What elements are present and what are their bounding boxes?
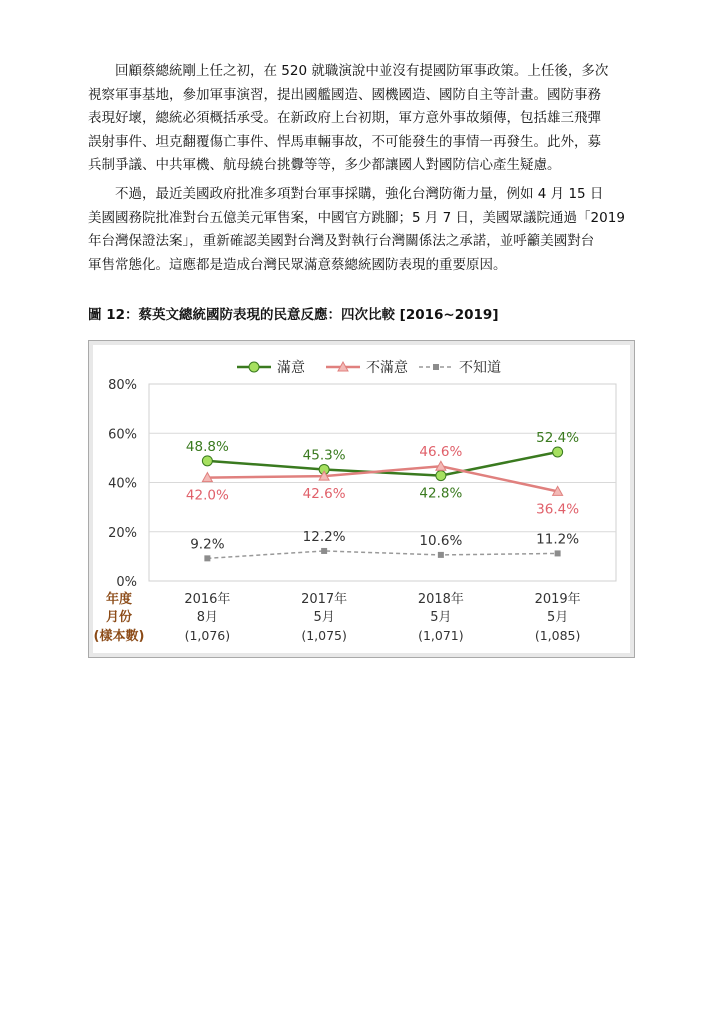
data-label: 42.6% <box>302 486 346 503</box>
y-tick-label: 20% <box>108 525 137 541</box>
data-point <box>555 550 561 556</box>
data-point <box>436 471 446 481</box>
legend-label: 不知道 <box>459 360 501 376</box>
x-tick-sample-size: (1,085) <box>534 628 581 643</box>
x-tick-year: 2018年 <box>417 592 464 607</box>
y-tick-label: 0% <box>116 575 137 590</box>
x-tick-month: 5月 <box>546 610 569 625</box>
data-label: 9.2% <box>190 536 225 553</box>
data-label: 46.6% <box>419 444 463 461</box>
x-row-label: 月份 <box>105 610 133 625</box>
data-label: 42.8% <box>419 485 463 502</box>
x-tick-year: 2019年 <box>534 592 581 607</box>
series-line <box>207 466 557 491</box>
x-tick-month: 5月 <box>430 610 452 625</box>
data-label: 36.4% <box>536 501 580 518</box>
data-point <box>438 552 444 558</box>
legend-label: 滿意 <box>277 360 305 376</box>
y-tick-label: 80% <box>108 378 137 393</box>
data-label: 12.2% <box>302 528 346 545</box>
x-tick-month: 8月 <box>196 610 219 625</box>
data-label: 11.2% <box>536 531 580 548</box>
x-tick-month: 5月 <box>313 610 335 625</box>
y-tick-label: 40% <box>108 476 137 492</box>
data-label: 45.3% <box>302 447 346 464</box>
y-tick-label: 60% <box>108 427 137 443</box>
chart-frame <box>88 340 635 658</box>
series-line <box>207 551 557 558</box>
x-tick-year: 2016年 <box>184 592 231 607</box>
x-tick-sample-size: (1,075) <box>301 628 347 643</box>
x-row-label: 年度 <box>105 592 133 607</box>
x-tick-sample-size: (1,071) <box>418 628 464 643</box>
legend-label: 不滿意 <box>366 360 408 376</box>
x-tick-year: 2017年 <box>301 592 348 607</box>
data-label: 48.8% <box>185 438 229 455</box>
legend-marker <box>249 362 259 372</box>
data-label: 52.4% <box>536 429 580 446</box>
figure-title: 圖 12：蔡英文總統國防表現的民意反應：四次比較 [2016~2019] <box>88 307 499 323</box>
data-point <box>321 548 327 554</box>
data-point <box>202 456 212 466</box>
body-paragraph-1: 回顧蔡總統剛上任之初，在 520 就職演說中並沒有提國防軍事政策。上任後，多次 視察軍事基地，參加軍事演習，提出國艦國造、國機國造、國防自主等計畫。國防事務 表現好壞，總統必須概括承受。在新政府上台初期，軍方意外事故頻傳，包括雄三飛彈 誤射事件、坦克翻覆傷亡事件、悍馬車輛事故，不可能發生的事情一再發生。此外，募 兵制爭議、中共軍機、航母繞台挑釁等等，多少都讓國人對國防信心產生疑慮。 <box>88 63 609 174</box>
body-paragraph-2: 不過，最近美國政府批准多項對台軍事採購，強化台灣防衛力量，例如 4 月 15 日 美國國務院批准對台五億美元軍售案，中國官方跳腳；5 月 7 日，美國眾議院通過「2019 年台灣保證法案」，重新確認美國對台灣及對執行台灣關係法之承諾，並呼籲美國對台 軍售常態化。這應都是造成台灣民眾滿意蔡總統國防表現的重要原因。 <box>88 186 625 273</box>
satisfaction-line-chart <box>89 341 636 659</box>
legend-marker <box>433 364 439 370</box>
x-tick-sample-size: (1,076) <box>184 628 231 643</box>
data-label: 10.6% <box>419 532 463 549</box>
data-label: 42.0% <box>185 487 229 504</box>
data-point <box>553 447 563 457</box>
data-point <box>204 555 210 561</box>
x-row-label: (樣本數) <box>93 629 145 644</box>
